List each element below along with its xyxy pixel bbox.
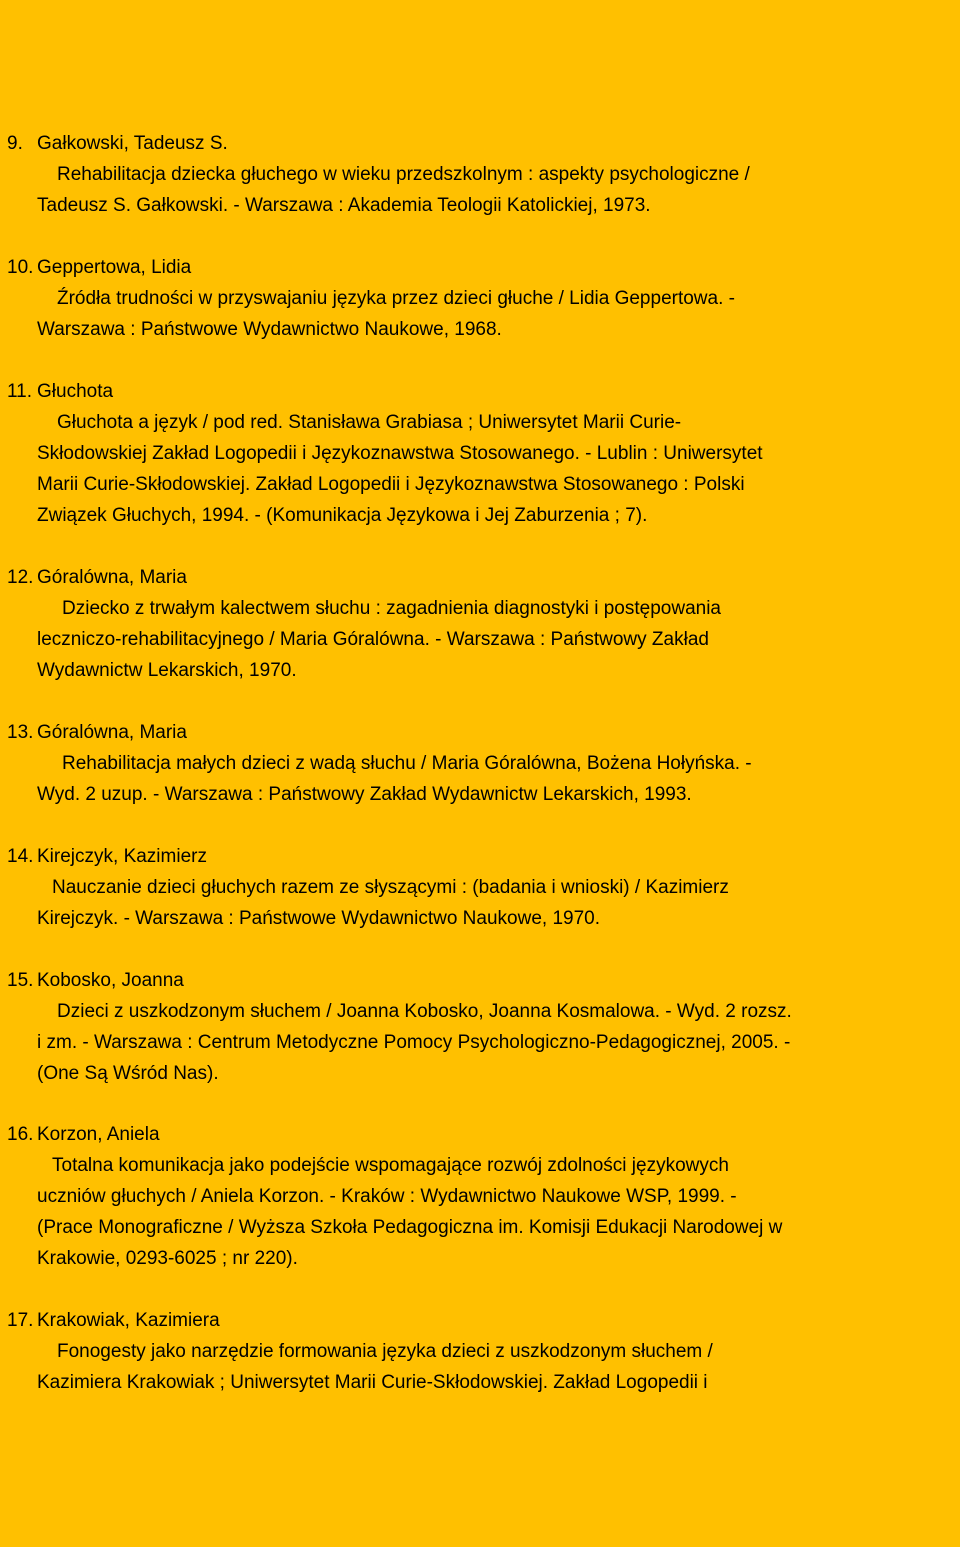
entry-author: Głuchota — [37, 381, 114, 402]
entry-description — [37, 1336, 837, 1398]
entry-number: 14. — [7, 846, 34, 867]
entry-number: 17. — [7, 1310, 34, 1331]
entry-line: Rehabilitacja małych dzieci z wadą słuchu / Maria Góralówna, Bożena Hołyńska. - — [62, 753, 752, 774]
entry-line: Wydawnictw Lekarskich, 1970. — [37, 660, 297, 681]
entry-heading — [0, 376, 960, 407]
entry-number: 10. — [7, 257, 34, 278]
entry-line: Skłodowskiej Zakład Logopedii i Językoznawstwa Stosowanego. - Lublin : Uniwersytet — [37, 443, 763, 464]
entry-line: Źródła trudności w przyswajaniu języka przez dzieci głuche / Lidia Geppertowa. - — [57, 288, 735, 309]
bibliography-entry-9 — [0, 128, 960, 221]
entry-author: Góralówna, Maria — [37, 567, 187, 588]
entry-line: Wyd. 2 uzup. - Warszawa : Państwowy Zakład Wydawnictw Lekarskich, 1993. — [37, 784, 692, 805]
entry-number: 15. — [7, 970, 34, 991]
bibliography-entry-12 — [0, 562, 960, 686]
entry-description — [37, 159, 837, 221]
entry-line: Rehabilitacja dziecka głuchego w wieku przedszkolnym : aspekty psychologiczne / — [57, 164, 750, 185]
entry-author: Geppertowa, Lidia — [37, 257, 192, 278]
entry-heading — [0, 128, 960, 159]
entry-author: Krakowiak, Kazimiera — [37, 1310, 220, 1331]
entry-line: Związek Głuchych, 1994. - (Komunikacja Językowa i Jej Zaburzenia ; 7). — [37, 505, 648, 526]
entry-line: Fonogesty jako narzędzie formowania języka dzieci z uszkodzonym słuchem / — [57, 1341, 713, 1362]
bibliography-entry-14 — [0, 841, 960, 934]
entry-author: Korzon, Aniela — [37, 1124, 160, 1145]
entry-description — [37, 872, 837, 934]
entry-number: 12. — [7, 567, 34, 588]
entry-line: uczniów głuchych / Aniela Korzon. - Kraków : Wydawnictwo Naukowe WSP, 1999. - — [37, 1186, 737, 1207]
entry-description — [37, 748, 837, 810]
entry-line: Warszawa : Państwowe Wydawnictwo Naukowe, 1968. — [37, 319, 502, 340]
entry-line: Kazimiera Krakowiak ; Uniwersytet Marii Curie-Skłodowskiej. Zakład Logopedii i — [37, 1372, 708, 1393]
entry-line: (Prace Monograficzne / Wyższa Szkoła Pedagogiczna im. Komisji Edukacji Narodowej w — [37, 1217, 783, 1238]
entry-line: Głuchota a język / pod red. Stanisława Grabiasa ; Uniwersytet Marii Curie- — [57, 412, 682, 433]
entry-number: 16. — [7, 1124, 34, 1145]
entry-line: Totalna komunikacja jako podejście wspomagające rozwój zdolności językowych — [52, 1155, 729, 1176]
entry-author: Góralówna, Maria — [37, 722, 187, 743]
entry-line: Marii Curie-Skłodowskiej. Zakład Logopedii i Językoznawstwa Stosowanego : Polski — [37, 474, 745, 495]
entry-description — [37, 593, 837, 686]
entry-number: 11. — [7, 381, 33, 402]
entry-heading — [0, 252, 960, 283]
entry-heading — [0, 1119, 960, 1150]
bibliography-entry-13 — [0, 717, 960, 810]
entry-author: Kobosko, Joanna — [37, 970, 184, 991]
entry-line: Kirejczyk. - Warszawa : Państwowe Wydawnictwo Naukowe, 1970. — [37, 908, 600, 929]
entry-description — [37, 407, 837, 531]
entry-description — [37, 996, 837, 1089]
entry-line: Dzieci z uszkodzonym słuchem / Joanna Kobosko, Joanna Kosmalowa. - Wyd. 2 rozsz. — [57, 1001, 792, 1022]
entry-line: leczniczo-rehabilitacyjnego / Maria Góralówna. - Warszawa : Państwowy Zakład — [37, 629, 709, 650]
entry-line: Nauczanie dzieci głuchych razem ze słyszącymi : (badania i wnioski) / Kazimierz — [52, 877, 729, 898]
entry-author: Gałkowski, Tadeusz S. — [37, 133, 228, 154]
entry-line: Dziecko z trwałym kalectwem słuchu : zagadnienia diagnostyki i postępowania — [62, 598, 721, 619]
entry-heading — [0, 1305, 960, 1336]
entry-number: 9. — [7, 133, 23, 154]
entry-description — [37, 1150, 837, 1274]
entry-author: Kirejczyk, Kazimierz — [37, 846, 207, 867]
entry-heading — [0, 717, 960, 748]
entry-line: Tadeusz S. Gałkowski. - Warszawa : Akademia Teologii Katolickiej, 1973. — [37, 195, 651, 216]
bibliography-entry-15 — [0, 965, 960, 1089]
entry-number: 13. — [7, 722, 34, 743]
entry-heading — [0, 841, 960, 872]
entry-line: (One Są Wśród Nas). — [37, 1063, 219, 1084]
entry-heading — [0, 562, 960, 593]
entry-description — [37, 283, 837, 345]
entry-line: Krakowie, 0293-6025 ; nr 220). — [37, 1248, 298, 1269]
entry-line: i zm. - Warszawa : Centrum Metodyczne Pomocy Psychologiczno-Pedagogicznej, 2005. - — [37, 1032, 791, 1053]
bibliography-entry-11 — [0, 376, 960, 531]
bibliography-entry-17 — [0, 1305, 960, 1398]
entry-heading — [0, 965, 960, 996]
bibliography-entry-16 — [0, 1119, 960, 1274]
bibliography-entry-10 — [0, 252, 960, 345]
